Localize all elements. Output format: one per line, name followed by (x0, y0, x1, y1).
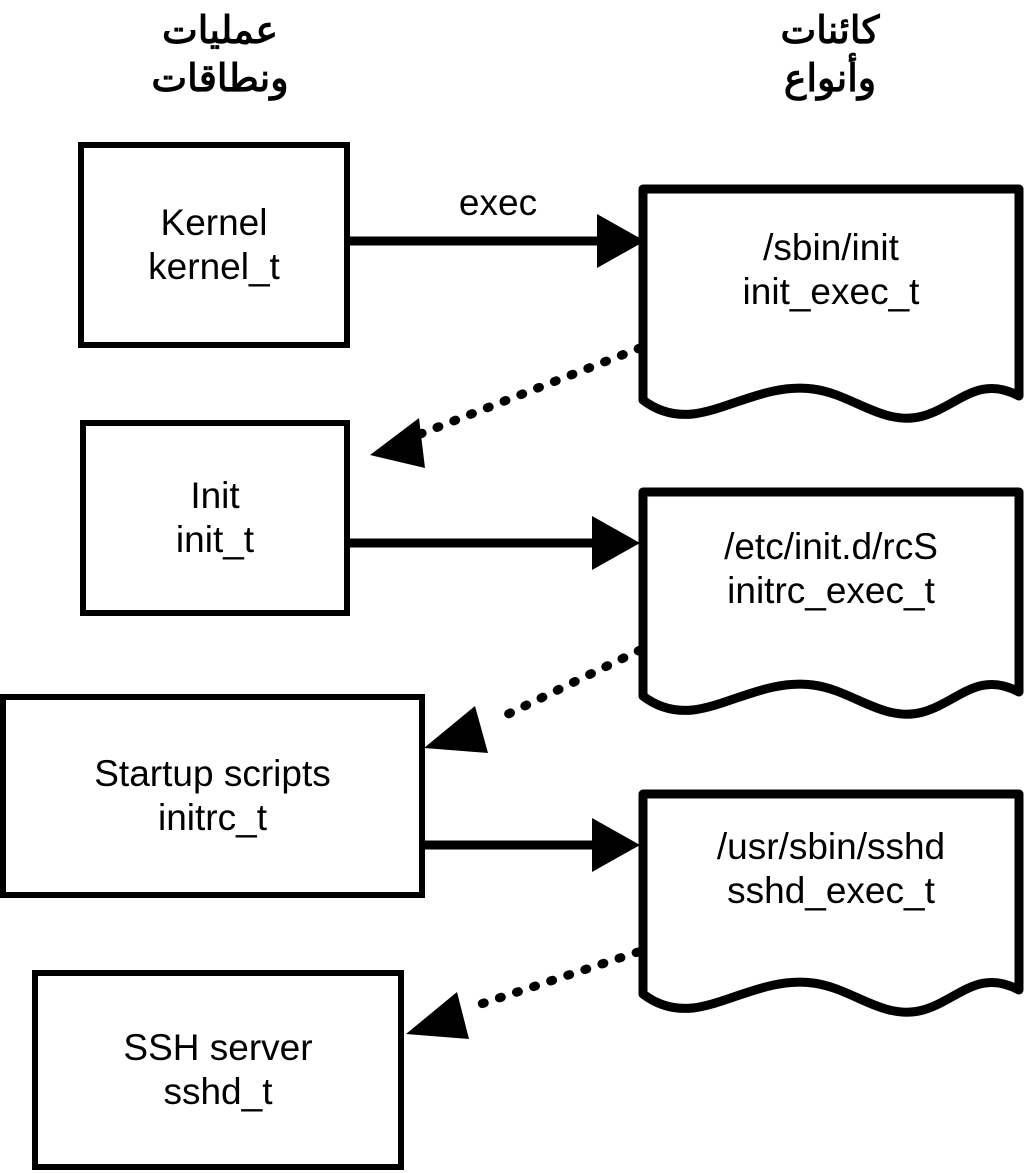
object-type-sbin-init: init_exec_t (742, 271, 920, 312)
column-header-processes-line2: ونطاقات (151, 57, 289, 100)
edge-sbin-init-to-init (370, 348, 640, 468)
process-name-ssh-server: SSH server (123, 1027, 313, 1069)
edge-startup-scripts-to-usr-sbin-sshd (425, 818, 640, 872)
edge-label-exec: exec (458, 182, 538, 223)
object-path-sbin-init: /sbin/init (763, 227, 899, 268)
edge-usr-sbin-sshd-to-ssh-server (406, 952, 638, 1039)
column-header-objects-line1: كائنات (780, 10, 880, 52)
edge-init-to-etc-initd-rcs (350, 516, 640, 570)
object-path-usr-sbin-sshd: /usr/sbin/sshd (716, 826, 946, 867)
column-header-objects-line2: وأنواع (783, 57, 877, 100)
object-shape-usr-sbin-sshd (638, 789, 1024, 1023)
process-type-init: init_t (175, 519, 255, 560)
object-shape-etc-initd-rcs (638, 487, 1024, 725)
process-box-startup-scripts (0, 694, 425, 898)
process-name-init: Init (190, 475, 240, 517)
column-header-processes-line1: عمليات (161, 10, 279, 52)
process-box-kernel (78, 142, 350, 348)
process-box-ssh-server (32, 970, 404, 1170)
column-header-objects (640, 8, 1020, 103)
process-type-kernel: kernel_t (148, 246, 280, 287)
object-type-etc-initd-rcs: initrc_exec_t (727, 570, 935, 611)
process-name-kernel: Kernel (160, 202, 268, 244)
object-path-etc-initd-rcs: /etc/init.d/rcS (724, 526, 938, 567)
column-header-processes (30, 8, 410, 103)
edge-etc-initd-rcs-to-startup-scripts (424, 650, 640, 753)
process-type-ssh-server: sshd_t (163, 1071, 273, 1112)
object-type-usr-sbin-sshd: sshd_exec_t (727, 870, 935, 911)
object-shape-sbin-init (638, 184, 1024, 430)
process-box-init (80, 420, 350, 616)
process-type-startup-scripts: initrc_t (158, 797, 267, 838)
process-name-startup-scripts: Startup scripts (94, 753, 331, 795)
